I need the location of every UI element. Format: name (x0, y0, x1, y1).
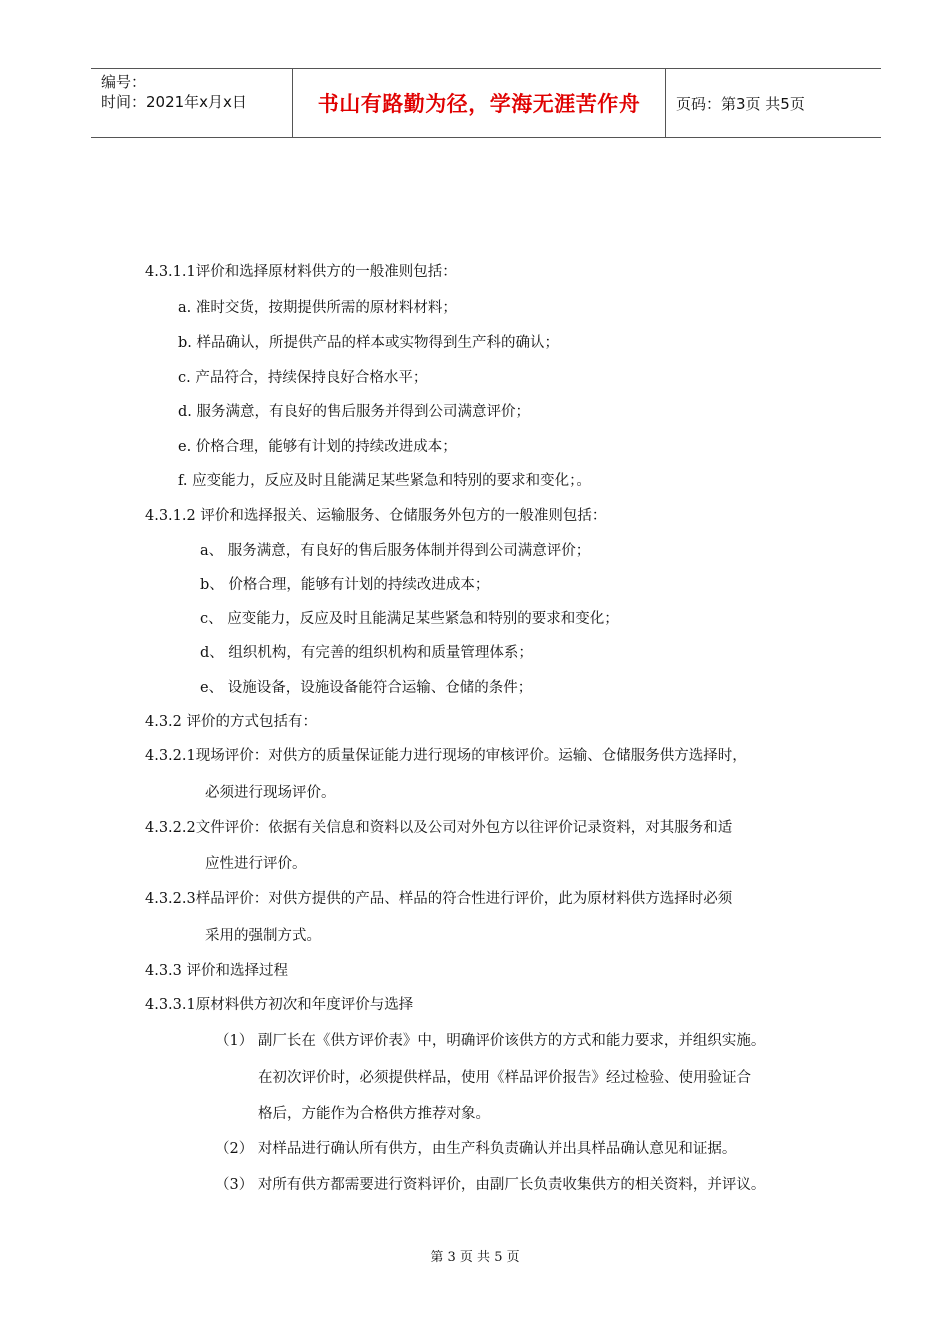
clause-4-3-2: 4.3.2 评价的方式包括有： (145, 714, 318, 730)
list-item: （2） 对样品进行确认所有供方，由生产科负责确认并出具样品确认意见和证据。 (215, 1141, 737, 1157)
clause-4-3-2-3: 4.3.2.3样品评价：对供方提供的产品、样品的符合性进行评价，此为原材料供方选择时必须 (145, 891, 733, 907)
motto-text: 书山有路勤为径，学海无涯苦作舟 (317, 92, 641, 116)
list-item: c. 产品符合，持续保持良好合格水平； (178, 370, 428, 386)
header-meta (91, 69, 293, 137)
page-header (91, 68, 881, 138)
time-label: 时间：2021年x月x日 (101, 93, 247, 111)
page-footer: 第 3 页 共 5 页 (430, 1250, 520, 1265)
clause-4-3-1-2: 4.3.1.2 评价和选择报关、运输服务、仓储服务外包方的一般准则包括： (145, 508, 607, 524)
list-item: b、 价格合理，能够有计划的持续改进成本； (200, 577, 490, 593)
list-item: d. 服务满意，有良好的售后服务并得到公司满意评价； (178, 404, 530, 420)
list-item: （1） 副厂长在《供方评价表》中，明确评价该供方的方式和能力要求，并组织实施。 (215, 1033, 766, 1049)
clause-4-3-3-1: 4.3.3.1原材料供方初次和年度评价与选择 (145, 997, 414, 1013)
clause-4-3-3: 4.3.3 评价和选择过程 (145, 963, 289, 979)
page-info-text: 页码：第3页 共5页 (676, 94, 805, 113)
list-item: e. 价格合理，能够有计划的持续改进成本； (178, 439, 457, 455)
header-motto (293, 69, 666, 137)
list-item: f. 应变能力，反应及时且能满足某些紧急和特别的要求和变化；。 (178, 473, 591, 489)
list-item: c、 应变能力，反应及时且能满足某些紧急和特别的要求和变化； (200, 611, 619, 627)
clause-continuation: 必须进行现场评价。 (205, 785, 336, 801)
code-label: 编号： (101, 73, 147, 91)
clause-4-3-2-2: 4.3.2.2文件评价：依据有关信息和资料以及公司对外包方以往评价记录资料，对其服务和适 (145, 820, 733, 836)
header-page-info (666, 69, 881, 137)
list-item: d、 组织机构，有完善的组织机构和质量管理体系； (200, 645, 533, 661)
clause-4-3-1-1: 4.3.1.1评价和选择原材料供方的一般准则包括： (145, 264, 457, 280)
clause-4-3-2-1: 4.3.2.1现场评价：对供方的质量保证能力进行现场的审核评价。运输、仓储服务供方选择时， (145, 748, 747, 764)
clause-continuation: 在初次评价时，必须提供样品，使用《样品评价报告》经过检验、使用验证合 (258, 1070, 751, 1086)
clause-continuation: 应性进行评价。 (205, 856, 307, 872)
list-item: a. 准时交货，按期提供所需的原材料材料； (178, 300, 457, 316)
clause-continuation: 采用的强制方式。 (205, 928, 321, 944)
list-item: b. 样品确认，所提供产品的样本或实物得到生产科的确认； (178, 335, 559, 351)
list-item: （3） 对所有供方都需要进行资料评价，由副厂长负责收集供方的相关资料，并评议。 (215, 1177, 766, 1193)
clause-continuation: 格后，方能作为合格供方推荐对象。 (258, 1106, 490, 1122)
list-item: e、 设施设备，设施设备能符合运输、仓储的条件； (200, 680, 533, 696)
list-item: a、 服务满意，有良好的售后服务体制并得到公司满意评价； (200, 543, 591, 559)
